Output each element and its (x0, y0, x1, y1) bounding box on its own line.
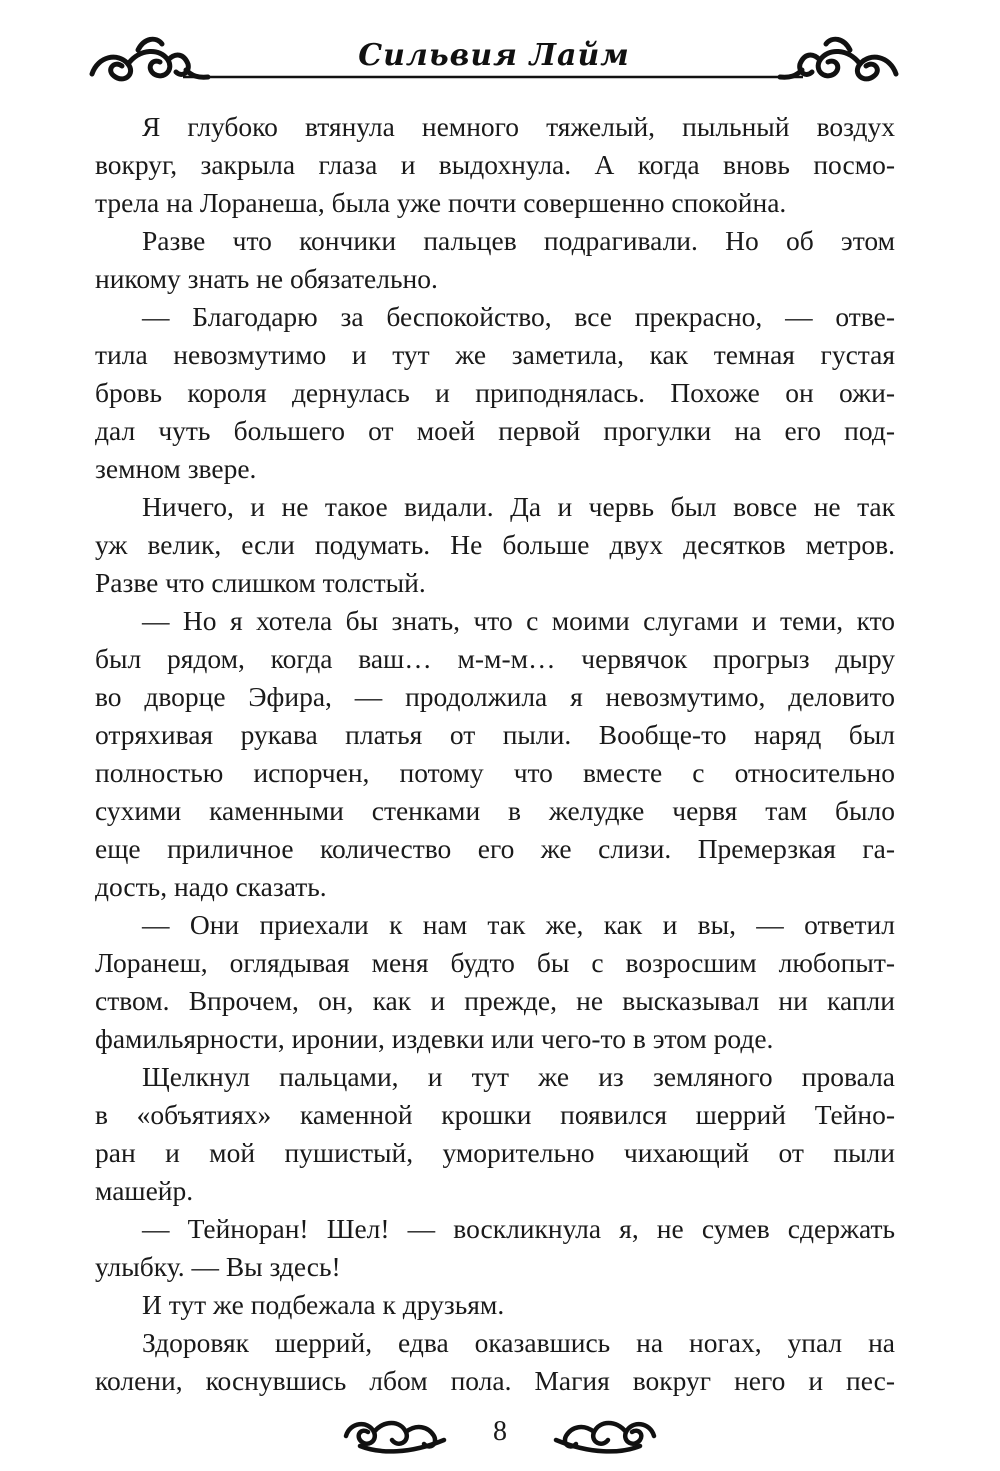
text-line: полностью испорчен, потому что вместе с относительно (95, 757, 895, 788)
text-line: Разве что кончики пальцев подрагивали. Но об этом (142, 225, 895, 256)
text-line: Ничего, и не такое видали. Да и червь был вовсе не так (142, 491, 895, 522)
text-line: — Они приехали к нам так же, как и вы, — ответил (142, 909, 895, 940)
page-footer (340, 1410, 660, 1458)
text-line: еще приличное количество его же слизи. Премерзкая га- (95, 833, 895, 864)
footer-right-flourish-icon (550, 1410, 660, 1458)
book-author: Сильвия Лайм (358, 38, 630, 73)
text-line: вокруг, закрыла глаза и выдохнула. А когда вновь посмо- (95, 149, 895, 180)
page-body (95, 108, 895, 1400)
text-line: Разве что слишком толстый. (95, 567, 426, 598)
text-line: трела на Лоранеша, была уже почти совершенно спокойна. (95, 187, 787, 218)
text-line: земном звере. (95, 453, 257, 484)
text-line: Лоранеш, оглядывая меня будто бы с возросшим любопыт- (95, 947, 895, 978)
page-number: 8 (493, 1416, 507, 1447)
text-line: Здоровяк шеррий, едва оказавшись на ногах, упал на (142, 1327, 895, 1358)
text-line: — Но я хотела бы знать, что с моими слугами и теми, кто (142, 605, 895, 636)
text-line: уж велик, если подумать. Не больше двух десятков метров. (95, 529, 895, 560)
text-line: колени, коснувшись лбом пола. Магия вокруг него и пес- (95, 1365, 895, 1396)
text-line: Я глубоко втянула немного тяжелый, пыльный воздух (142, 111, 895, 142)
text-line: ством. Впрочем, он, как и прежде, не высказывал ни капли (95, 985, 895, 1016)
text-line: в «объятиях» каменной крошки появился шеррий Тейно- (95, 1099, 895, 1130)
text-line: ран и мой пушистый, уморительно чихающий от пыли (95, 1137, 895, 1168)
text-line: сухими каменными стенками в желудке червя там было (95, 795, 895, 826)
text-line: И тут же подбежала к друзьям. (142, 1289, 505, 1320)
text-line: улыбку. — Вы здесь! (95, 1251, 341, 1282)
text-line: Щелкнул пальцами, и тут же из земляного провала (142, 1061, 895, 1092)
text-line: дал чуть большего от моей первой прогулки на его под- (95, 415, 895, 446)
text-line: тила невозмутимо и тут же заметила, как темная густая (95, 339, 895, 370)
text-line: — Благодарю за беспокойство, все прекрасно, — отве- (142, 301, 895, 332)
text-line: — Тейноран! Шел! — воскликнула я, не сумев сдержать (142, 1213, 895, 1244)
text-line: был рядом, когда ваш… м-м-м… червячок прогрыз дыру (95, 643, 895, 674)
text-line: никому знать не обязательно. (95, 263, 438, 294)
text-line: машейр. (95, 1175, 194, 1206)
text-line: фамильярности, иронии, издевки или чего-то в этом роде. (95, 1023, 774, 1054)
text-line: во дворце Эфира, — продолжила я невозмутимо, деловито (95, 681, 895, 712)
text-line: бровь короля дернулась и приподнялась. Похоже он ожи- (95, 377, 895, 408)
running-header (88, 30, 900, 90)
text-line: отряхивая рукава платья от пыли. Вообще-то наряд был (95, 719, 895, 750)
text-line: дость, надо сказать. (95, 871, 327, 902)
